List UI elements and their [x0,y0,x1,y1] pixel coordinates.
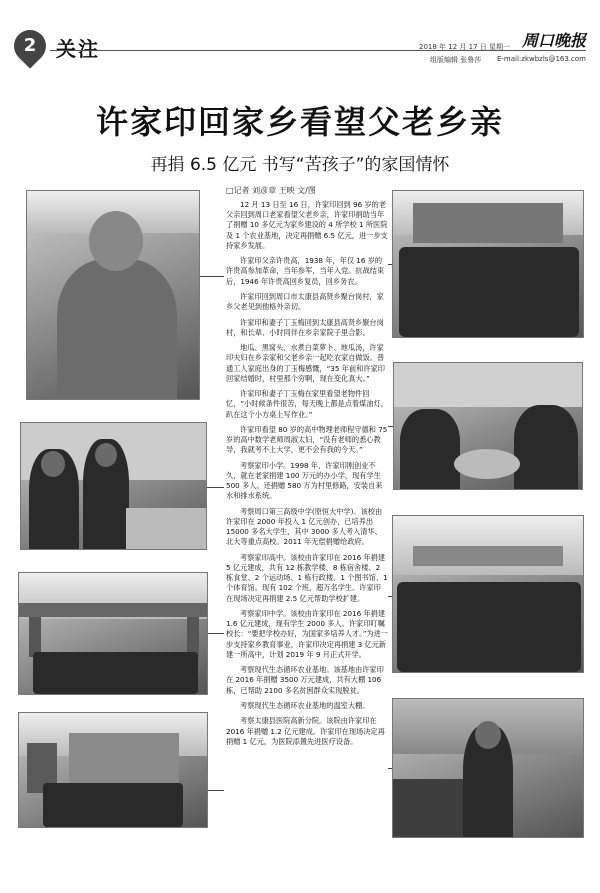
subheadline: 再捐 6.5 亿元 书写“苦孩子”的家国情怀 [150,155,450,175]
byline: □记者 刘彦章 王映 文/图 [226,186,316,195]
article-paragraph: 许家印看望 80 岁的高中物理老师程守德和 75 岁的高中数学老师周淑太妇，“没有老师的悉心教导，我就考不上大学，更不会有我的今天。” [226,424,388,455]
caption-connector [388,426,393,427]
contact-email: E-mail:zkwbzls@163.com [496,55,586,63]
article-paragraph: 考察现代生态循环农业基地的温室大棚。 [240,700,370,710]
caption-connector [388,596,392,597]
caption-connector [207,487,224,488]
article-paragraph: 12 月 13 日至 16 日，许家印回到 96 岁的老父亲回到周口老家看望父老乡亲，许家印捐助当年了捐赠 10 多亿元为家乡建设的 4 所学校 1 所医院及 1 个农业基地，决定再捐赠 6.5 亿元，进一步支持家乡发展。 [226,200,388,250]
article-paragraph: 考察家印高中。该校由许家印在 2016 年捐建 5 亿元建成，共有 12 栋教学楼、8 栋宿舍楼、2 栋食堂、2 个运动场、1 栋行政楼、1 个图书馆、1 个体育馆。现有 102 个班，超万名学生。许家印在现场决定再捐建 2.5 亿元帮助学校扩建。 [226,552,388,603]
article-paragraph: 许家印父亲许贵高，1938 年，年仅 16 岁的许贵高参加革命，当年参军，当年入党。抗战结束后，1946 年许贵高回乡复员，回乡务农。 [226,256,385,286]
photo-school-building-group [18,712,208,828]
layout-editor: 组版编辑 张鲁莎 [430,56,482,64]
article-paragraph: 地瓜、黑窝头、水煮白菜萝卜、地瓜汤，许家印夫妇在乡亲家和父老乡亲一起吃农家自做饭。普通工人家庭出身的丁玉梅感慨，“35 年前和许家印回家结婚时，村里那个穷啊，现在变化真大。” [226,343,385,383]
photo-gate-visit [392,515,584,673]
caption-connector [200,276,224,277]
article-paragraph: 考察家印小学。1998 年，许家印刚创业不久，就在老家捐建 100 万元的办小学，现有学生 500 多人。还捐赠 580 万为村里修路，安装自来水和排水系统。 [226,460,383,501]
photo-greenhouse [392,698,584,838]
photo-visit-bedside [20,422,207,550]
issue-date: 2018 年 12 月 17 日 星期一 [419,43,510,51]
article-paragraph: 考察太康县医院高新分院。该院由许家印在 2016 年捐赠 1.2 亿元建成。许家印在现场决定再捐赠 1 亿元，为医院添置先进医疗设备。 [226,716,385,746]
headline: 许家印回家乡看望父老乡亲 [95,103,504,141]
article-paragraph: 许家印和妻子丁玉梅回到太康县高贤乡聚台岗村，和长辈、小时同伴在乡亲家院子里合影。 [226,317,384,337]
masthead-logo: 周口晚报 [521,31,586,50]
caption-connector [208,633,224,634]
photo-father-portrait [26,190,200,400]
photo-family-meal [393,362,583,490]
photo-village-group [392,190,584,338]
article-paragraph: 许家印和妻子丁玉梅在家里看望老物件回忆，“小时候条件很苦，每天晚上都是点着煤油灯，趴在这个小方桌上写作业。” [226,389,388,419]
article-paragraph: 考察现代生态循环农业基地。该基地由许家印在 2016 年捐赠 3500 万元建成，共有大棚 106 栋，已帮助 2100 多名贫困群众实现脱贫。 [226,665,384,695]
page-number: 2 [23,35,37,56]
page-header [0,0,600,70]
caption-connector [388,264,392,265]
article-body [226,200,388,752]
caption-connector [388,768,392,769]
article-paragraph: 考察家印中学。该校由许家印在 2016 年捐建 1.6 亿元建成，现有学生 2000 多人。许家印叮嘱校长：“要把学校办好，为国家多培养人才。”为进一步支持家乡教育事业，许家印决定再捐建 3 亿元新建一所高中，计划 2019 年 9 月正式开学。 [226,608,388,659]
caption-connector [208,790,224,791]
article-paragraph: 考察周口第三高级中学(原恒大中学)。该校由许家印在 2000 年投入 1 亿元创办，已培养出 15000 多名大学生，其中 3000 多人考入清华、北大等重点高校。2011 年无偿捐赠给政府。 [226,506,383,547]
section-name: 关注 [56,37,100,61]
article-paragraph: 许家印回到周口市太康县高贤乡聚台岗村，家乡父老见到他格外亲切。 [226,292,384,312]
photo-school-gate-group [18,572,208,695]
